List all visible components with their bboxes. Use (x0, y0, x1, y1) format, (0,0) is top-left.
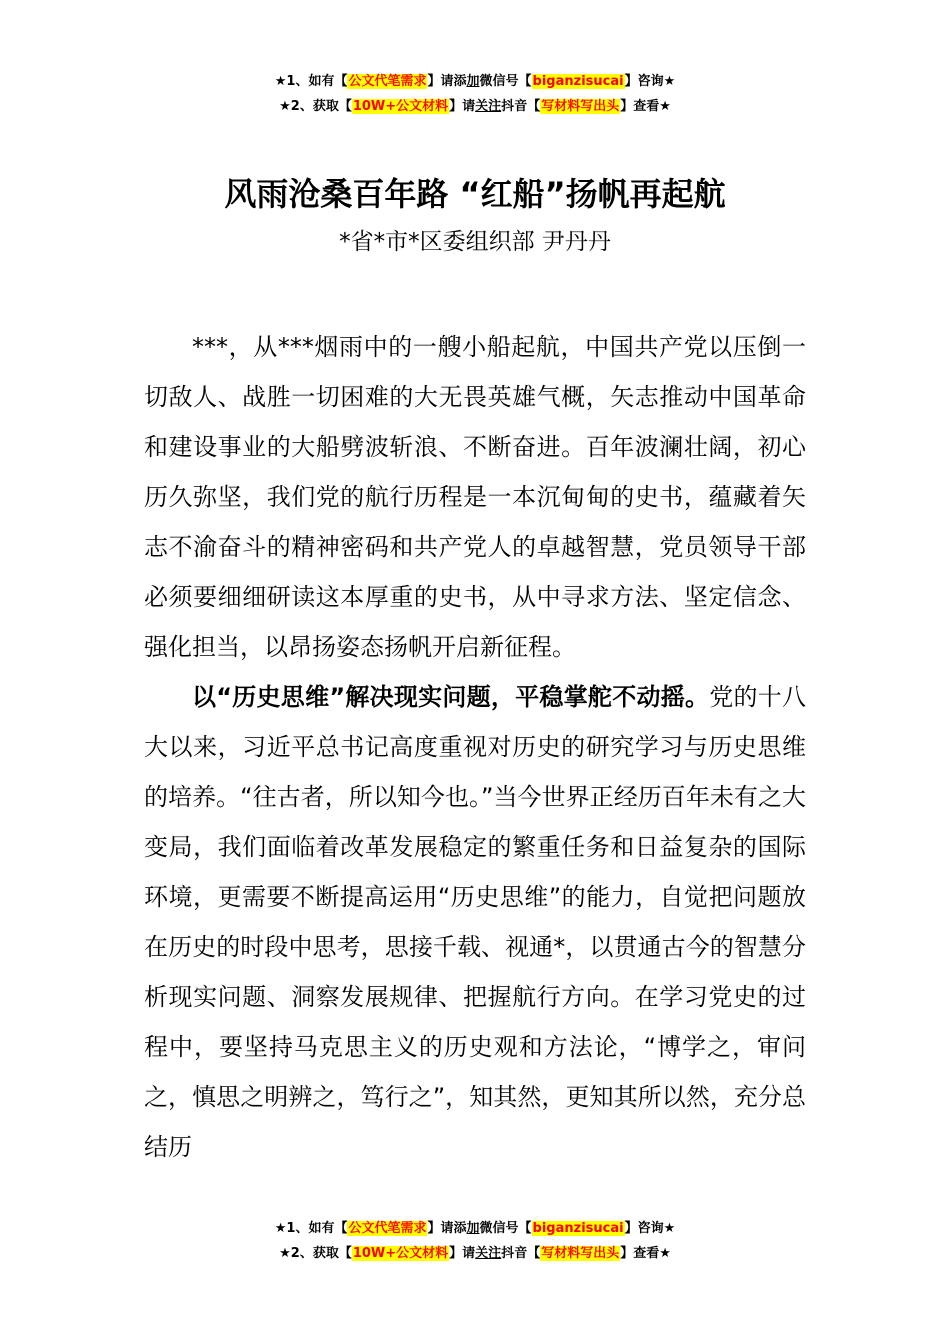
promo-text: 】咨询★ (624, 1221, 676, 1236)
promo-text: 】请 (449, 99, 476, 114)
promo-text: 】查看★ (620, 1246, 671, 1261)
document-author: *省*市*区委组织部 尹丹丹 (339, 229, 611, 255)
promo-text: 】咨询★ (624, 74, 676, 89)
paragraph-lead: 以“历史思维”解决现实问题，平稳掌舵不动摇。 (192, 683, 710, 711)
promo-underlined: 加 (466, 74, 480, 89)
promo-text: 】查看★ (620, 99, 671, 114)
promo-banner-bottom (0, 1216, 950, 1266)
promo-text: 】请添 (427, 74, 467, 89)
promo-highlight: 10W+公文材料 (352, 99, 449, 114)
document-body (144, 322, 806, 1210)
paragraph (144, 322, 806, 672)
promo-text: 微信号【 (479, 74, 532, 89)
paragraph-text: 党的十八大以来，习近平总书记高度重视对历史的研究学习与历史思维的培养。“往古者，所以知今也。”当今世界正经历百年未有之大变局，我们面临着改革发展稳定的繁重任务和日益复杂的国际环境，更需要不断提高运用“历史思维”的能力，自觉把问题放在历史的时段中思考，思接千载、视通*，以贯通古今的智慧分析现实问题、洞察发展规律、把握航行方向。在学习党史的过程中，要坚持马克思主义的历史观和方法论，“博学之，审问之，慎思之明辨之，笃行之”，知其然，更知其所以然，充分总结历 (144, 683, 806, 1161)
promo-highlight: 公文代笔需求 (348, 1221, 427, 1236)
promo-text: 抖音【 (501, 1246, 541, 1261)
promo-text: 抖音【 (501, 99, 541, 114)
paragraph (144, 672, 806, 1172)
paragraph-text: ***，从***烟雨中的一艘小船起航，中国共产党以压倒一切敌人、战胜一切困难的大无畏英雄气概，矢志推动中国革命和建设事业的大船劈波斩浪、不断奋进。百年波澜壮阔，初心历久弥坚，我们党的航行历程是一本沉甸甸的史书，蕴藏着矢志不渝奋斗的精神密码和共产党人的卓越智慧，党员领导干部必须要细细研读这本厚重的史书，从中寻求方法、坚定信念、强化担当，以昂扬姿态扬帆开启新征程。 (144, 333, 806, 661)
promo-text: ★1、如有【 (274, 1221, 348, 1236)
promo-line-1 (0, 1216, 950, 1241)
document-title: 风雨沧桑百年路 “红船”扬帆再起航 (224, 175, 726, 213)
promo-text: ★2、获取【 (279, 99, 352, 114)
promo-text: 微信号【 (479, 1221, 532, 1236)
promo-highlight: biganzisucai (532, 74, 624, 89)
promo-highlight: 10W+公文材料 (352, 1246, 449, 1261)
promo-highlight: biganzisucai (532, 1221, 624, 1236)
promo-text: ★1、如有【 (274, 74, 348, 89)
promo-underlined: 关注 (475, 99, 502, 114)
promo-line-1 (0, 69, 950, 94)
promo-banner-top (0, 69, 950, 119)
promo-line-2 (0, 1241, 950, 1266)
promo-highlight: 公文代笔需求 (348, 74, 427, 89)
promo-underlined: 加 (466, 1221, 480, 1236)
promo-underlined: 关注 (475, 1246, 502, 1261)
promo-text: 】请 (449, 1246, 476, 1261)
promo-text: ★2、获取【 (279, 1246, 352, 1261)
promo-highlight: 写材料写出头 (541, 1246, 620, 1261)
promo-line-2 (0, 94, 950, 119)
promo-text: 】请添 (427, 1221, 467, 1236)
promo-highlight: 写材料写出头 (541, 99, 620, 114)
